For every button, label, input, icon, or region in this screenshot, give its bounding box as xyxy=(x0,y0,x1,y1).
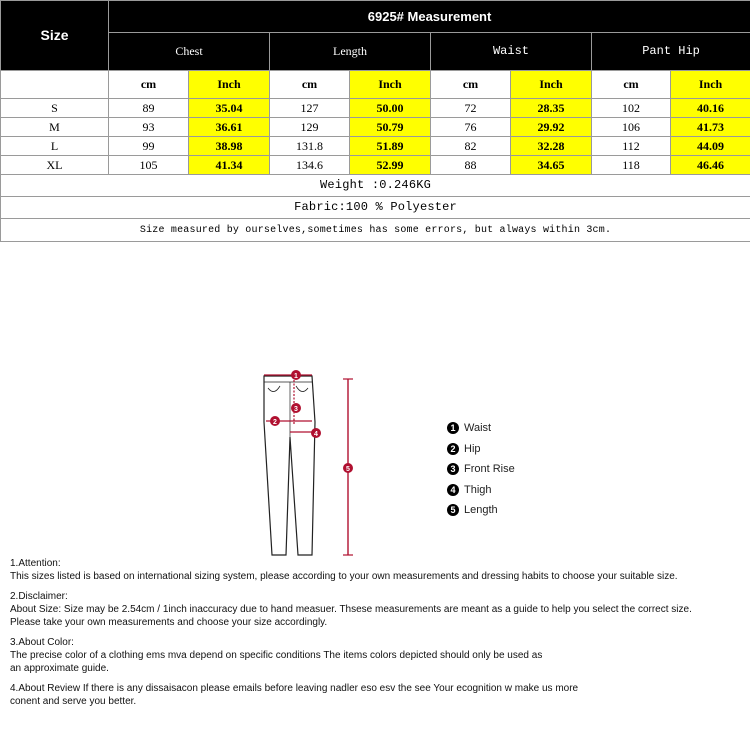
legend-number: 2 xyxy=(447,443,459,455)
unit-cm: cm xyxy=(109,71,189,99)
note-heading: 2.Disclaimer: xyxy=(10,591,68,602)
pants-outline xyxy=(264,376,315,555)
note-text: The precise color of a clothing ems mva depend on specific conditions The items colors depicted should only be used as xyxy=(10,650,543,661)
legend-label: Length xyxy=(464,504,498,517)
svg-text:3: 3 xyxy=(294,406,298,413)
svg-text:5: 5 xyxy=(346,466,350,473)
note-text: 4.About Review If there is any dissaisacon please emails before leaving nadler eso esv the see Your ecognition w make us more xyxy=(10,683,579,694)
value-cell: 28.35 xyxy=(511,99,592,118)
unit-inch: Inch xyxy=(511,71,592,99)
value-cell: 50.79 xyxy=(350,118,431,137)
value-cell: 29.92 xyxy=(511,118,592,137)
value-cell: 40.16 xyxy=(671,99,750,118)
value-cell: 44.09 xyxy=(671,137,750,156)
pants-measurement-diagram xyxy=(250,362,360,562)
legend-number: 5 xyxy=(447,504,459,516)
value-cell: 35.04 xyxy=(189,99,270,118)
group-pant-hip: Pant Hip xyxy=(592,33,750,71)
value-cell: 76 xyxy=(431,118,511,137)
group-waist: Waist xyxy=(431,33,592,71)
table-row xyxy=(1,137,750,156)
value-cell: 129 xyxy=(270,118,350,137)
note-text: an approximate guide. xyxy=(10,663,109,674)
legend-item xyxy=(447,459,515,480)
group-chest: Chest xyxy=(109,33,270,71)
value-cell: 112 xyxy=(592,137,671,156)
marker-3 xyxy=(291,403,301,413)
marker-2 xyxy=(270,416,280,426)
value-cell: 46.46 xyxy=(671,156,750,175)
value-cell: 93 xyxy=(109,118,189,137)
pocket-right xyxy=(296,386,308,392)
size-chart-table xyxy=(0,0,750,242)
svg-text:4: 4 xyxy=(314,431,318,438)
size-header: Size xyxy=(1,1,109,71)
value-cell: 41.34 xyxy=(189,156,270,175)
value-cell: 50.00 xyxy=(350,99,431,118)
table-row xyxy=(1,99,750,118)
note-heading: 3.About Color: xyxy=(10,637,74,648)
legend-item xyxy=(447,439,515,460)
value-cell: 82 xyxy=(431,137,511,156)
legend-number: 3 xyxy=(447,463,459,475)
pants-icon xyxy=(250,362,360,562)
table-row xyxy=(1,156,750,175)
weight-info: Weight :0.246KG xyxy=(1,175,750,197)
value-cell: 89 xyxy=(109,99,189,118)
fabric-info: Fabric:100 % Polyester xyxy=(1,197,750,219)
note-text: Please take your own measurements and choose your size accordingly. xyxy=(10,617,328,628)
value-cell: 41.73 xyxy=(671,118,750,137)
legend-number: 1 xyxy=(447,422,459,434)
unit-inch: Inch xyxy=(671,71,750,99)
marker-5 xyxy=(343,463,353,473)
note-attention xyxy=(10,557,745,583)
value-cell: 131.8 xyxy=(270,137,350,156)
notes-section xyxy=(10,557,745,715)
table-row xyxy=(1,118,750,137)
size-cell: M xyxy=(1,118,109,137)
marker-4 xyxy=(311,428,321,438)
note-heading: 1.Attention: xyxy=(10,558,61,569)
svg-text:2: 2 xyxy=(273,419,277,426)
value-cell: 127 xyxy=(270,99,350,118)
unit-inch: Inch xyxy=(189,71,270,99)
note-review xyxy=(10,682,745,708)
marker-1 xyxy=(291,370,301,380)
value-cell: 88 xyxy=(431,156,511,175)
value-cell: 106 xyxy=(592,118,671,137)
legend-label: Hip xyxy=(464,442,481,455)
legend-label: Front Rise xyxy=(464,463,515,476)
value-cell: 102 xyxy=(592,99,671,118)
value-cell: 118 xyxy=(592,156,671,175)
size-cell: XL xyxy=(1,156,109,175)
legend-label: Waist xyxy=(464,422,492,435)
size-cell: L xyxy=(1,137,109,156)
value-cell: 32.28 xyxy=(511,137,592,156)
unit-inch: Inch xyxy=(350,71,431,99)
legend-label: Thigh xyxy=(464,483,492,496)
unit-cm: cm xyxy=(592,71,671,99)
legend-item xyxy=(447,480,515,501)
value-cell: 51.89 xyxy=(350,137,431,156)
note-color xyxy=(10,636,745,675)
note-text: conent and serve you better. xyxy=(10,696,137,707)
note-text: This sizes listed is based on international sizing system, please according to your own measurements and dressing habits to choose your suitable size. xyxy=(10,571,678,582)
legend-item xyxy=(447,500,515,521)
measurement-legend xyxy=(447,418,515,521)
value-cell: 52.99 xyxy=(350,156,431,175)
size-cell: S xyxy=(1,99,109,118)
unit-cm: cm xyxy=(270,71,350,99)
legend-item xyxy=(447,418,515,439)
group-length: Length xyxy=(270,33,431,71)
value-cell: 38.98 xyxy=(189,137,270,156)
value-cell: 34.65 xyxy=(511,156,592,175)
value-cell: 105 xyxy=(109,156,189,175)
pocket-left xyxy=(268,386,280,392)
table-title: 6925# Measurement xyxy=(109,1,750,33)
unit-spacer xyxy=(1,71,109,99)
value-cell: 99 xyxy=(109,137,189,156)
svg-text:1: 1 xyxy=(294,373,298,380)
legend-number: 4 xyxy=(447,484,459,496)
value-cell: 134.6 xyxy=(270,156,350,175)
unit-cm: cm xyxy=(431,71,511,99)
measurement-note: Size measured by ourselves,sometimes has some errors, but always within 3cm. xyxy=(1,219,750,242)
note-disclaimer xyxy=(10,590,745,629)
note-text: About Size: Size may be 2.54cm / 1inch inaccuracy due to hand measuer. Thsese measurements are meant as a guide to help you select the correct size. xyxy=(10,604,692,615)
value-cell: 72 xyxy=(431,99,511,118)
value-cell: 36.61 xyxy=(189,118,270,137)
